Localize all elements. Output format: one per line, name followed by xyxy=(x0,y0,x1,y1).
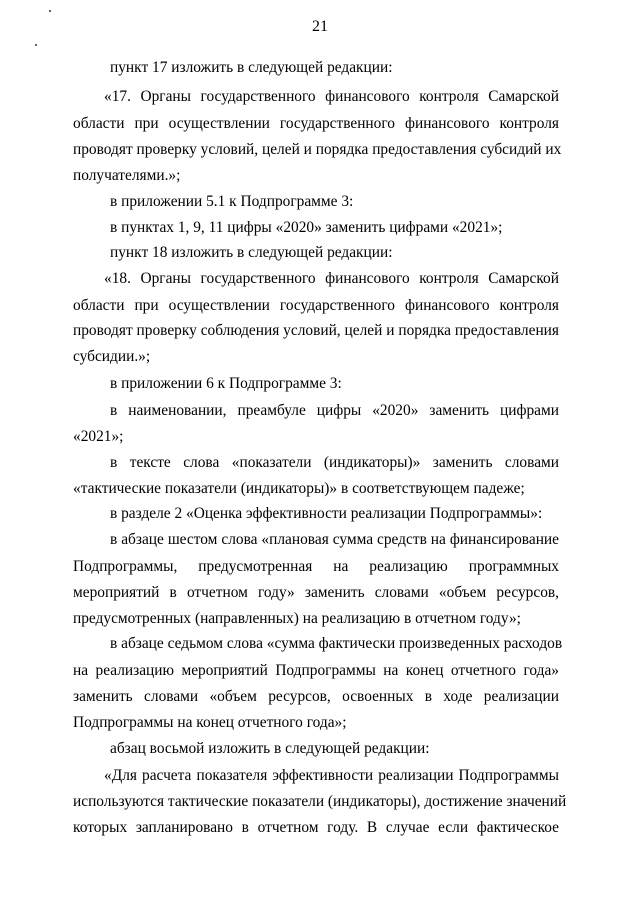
text-line: мероприятий в отчетном году» заменить словами «объем ресурсов, xyxy=(73,584,559,601)
text-line: «2021»; xyxy=(73,428,124,445)
text-line: в пунктах 1, 9, 11 цифры «2020» заменить цифрами «2021»; xyxy=(110,219,503,236)
page-number: 21 xyxy=(312,18,328,35)
text-line: которых запланировано в отчетном году. В случае если фактическое xyxy=(73,819,559,836)
text-line: Подпрограммы на конец отчетного года»; xyxy=(73,714,347,731)
text-line: проводят проверку условий, целей и порядка предоставления субсидий их xyxy=(73,141,562,158)
text-line: в приложении 5.1 к Подпрограмме 3: xyxy=(110,193,354,210)
text-line: «Для расчета показателя эффективности реализации Подпрограммы xyxy=(104,767,559,784)
text-line: в приложении 6 к Подпрограмме 3: xyxy=(110,375,342,392)
text-line: Подпрограммы, предусмотренная на реализацию программных xyxy=(73,558,559,575)
text-line: предусмотренных (направленных) на реализацию в отчетном году»; xyxy=(73,610,521,627)
text-line: «17. Органы государственного финансового контроля Самарской xyxy=(104,88,559,105)
text-line: в наименовании, преамбуле цифры «2020» заменить цифрами xyxy=(110,402,559,419)
scan-speck xyxy=(49,10,51,12)
text-line: в разделе 2 «Оценка эффективности реализации Подпрограммы»: xyxy=(110,505,543,522)
text-line: области при осуществлении государственного финансового контроля xyxy=(73,115,559,132)
text-line: на реализацию мероприятий Подпрограммы на конец отчетного года» xyxy=(73,662,559,679)
text-line: области при осуществлении государственного финансового контроля xyxy=(73,297,559,314)
text-line: используются тактические показатели (индикаторы), достижение значений xyxy=(73,793,567,810)
text-line: «18. Органы государственного финансового контроля Самарской xyxy=(104,270,559,287)
text-line: в абзаце шестом слова «плановая сумма средств на финансирование xyxy=(110,531,559,548)
text-line: субсидии.»; xyxy=(73,348,151,365)
text-line: в абзаце седьмом слова «сумма фактически произведенных расходов xyxy=(110,635,563,652)
text-line: в тексте слова «показатели (индикаторы)» заменить словами xyxy=(110,454,559,471)
scan-speck xyxy=(35,44,37,46)
text-line: получателями.»; xyxy=(73,167,181,184)
text-line: пункт 18 изложить в следующей редакции: xyxy=(110,244,393,261)
text-line: «тактические показатели (индикаторы)» в соответствующем падеже; xyxy=(73,480,525,497)
text-line: проводят проверку соблюдения условий, целей и порядка предоставления xyxy=(73,322,559,339)
text-line: пункт 17 изложить в следующей редакции: xyxy=(110,59,393,76)
text-line: заменить словами «объем ресурсов, освоенных в ходе реализации xyxy=(73,688,559,705)
text-line: абзац восьмой изложить в следующей редакции: xyxy=(110,740,430,757)
